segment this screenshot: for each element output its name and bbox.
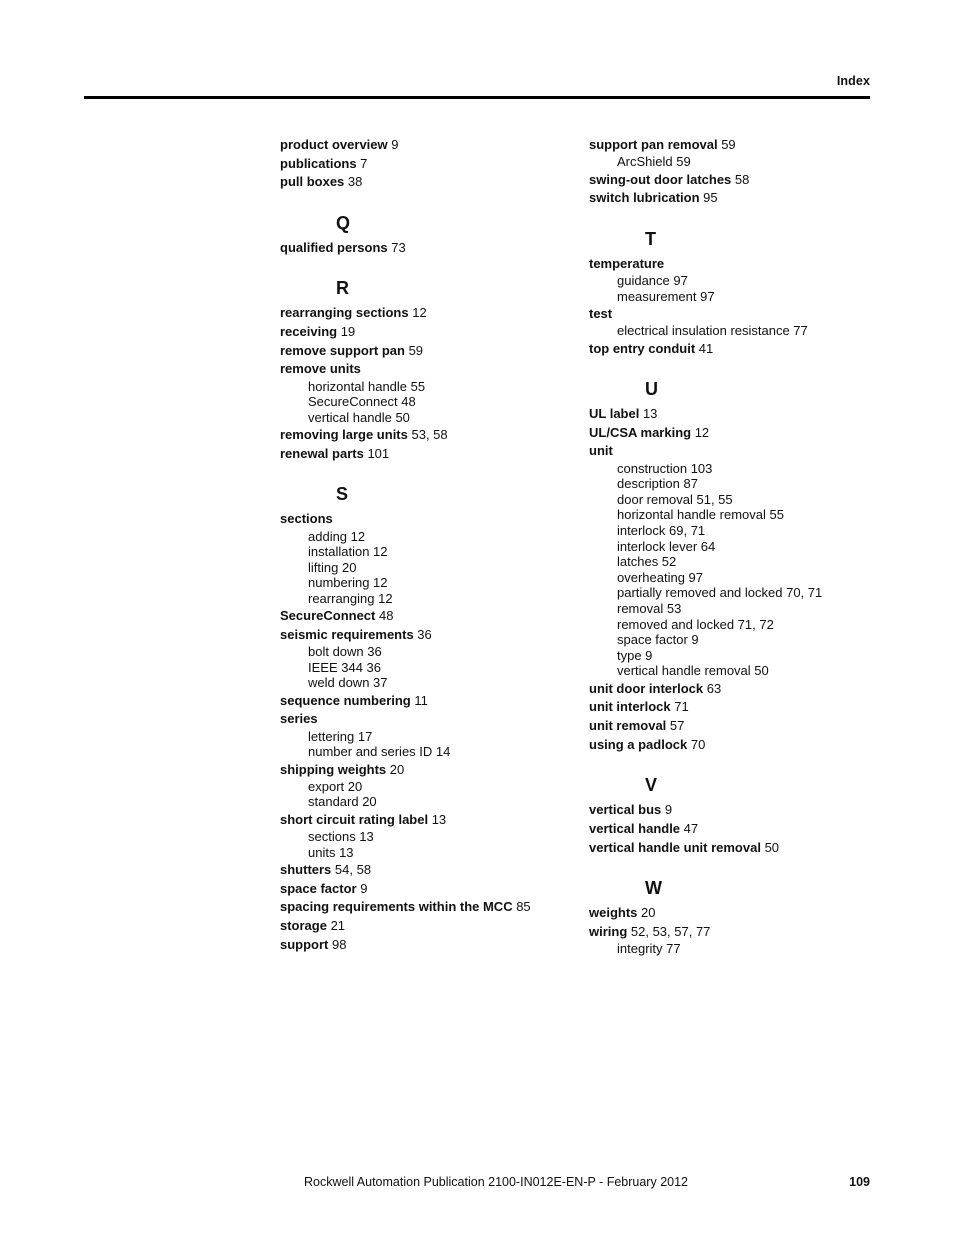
index-term: product overview [280, 137, 388, 152]
index-subentry: lifting 20 [308, 559, 357, 575]
index-term: vertical handle unit removal [589, 839, 761, 855]
index-subentry: integrity 77 [617, 941, 681, 956]
index-subentry: description 87 [617, 476, 698, 492]
index-term: remove support pan [280, 342, 405, 358]
index-page-refs: 12 [691, 424, 710, 440]
index-letter-heading: S [336, 484, 349, 505]
index-entry [589, 699, 889, 715]
index-entry [280, 711, 580, 727]
index-term: swing-out door latches [589, 171, 732, 187]
index-subentry-list [280, 529, 580, 607]
index-page-refs: 11 [410, 692, 428, 708]
index-entry [280, 324, 580, 340]
index-subentry: number and series ID 14 [308, 744, 451, 760]
index-page-refs: 12 [408, 305, 427, 321]
index-page-refs: 20 [386, 761, 405, 777]
index-term: SecureConnect [280, 608, 376, 624]
index-letter-heading: W [645, 878, 662, 899]
index-term: unit interlock [589, 699, 671, 715]
index-subentry-list [589, 323, 889, 339]
index-page-refs: 101 [363, 445, 390, 461]
index-entry [280, 862, 580, 878]
index-entry [589, 840, 889, 856]
index-entry [280, 511, 580, 527]
index-page-refs: 19 [337, 324, 356, 340]
index-entry [280, 693, 580, 709]
index-subentry-list [280, 729, 580, 760]
index-subentry: removal 53 [617, 600, 682, 616]
index-page-refs: 98 [328, 936, 347, 952]
index-subentry: export 20 [308, 778, 363, 794]
index-entry [280, 240, 580, 256]
index-subentry: removed and locked 71, 72 [617, 616, 774, 632]
index-entry [280, 446, 580, 462]
index-term: spacing requirements within the MCC [280, 899, 513, 915]
index-subentry: adding 12 [308, 528, 366, 544]
index-term: shutters [280, 862, 332, 877]
index-term: storage [280, 918, 327, 934]
index-term: unit door interlock [589, 680, 704, 696]
index-term: vertical handle [589, 820, 681, 836]
index-subentry-list [589, 941, 889, 957]
index-entry [589, 137, 889, 153]
index-letter-heading: R [336, 278, 349, 299]
index-term: wiring [589, 923, 628, 939]
index-entry [280, 361, 580, 377]
index-entry [589, 718, 889, 734]
index-page-refs: 73 [387, 239, 406, 255]
index-entry [280, 918, 580, 934]
index-entry [589, 905, 889, 921]
index-page-refs: 9 [387, 137, 399, 152]
index-term: short circuit rating label [280, 811, 429, 827]
index-subentry: guidance 97 [617, 272, 688, 288]
index-page-refs: 71 [670, 699, 689, 715]
index-term: using a padlock [589, 736, 688, 752]
index-page-refs: 13 [428, 811, 447, 827]
index-entry [589, 737, 889, 753]
index-subentry: IEEE 344 36 [308, 659, 381, 675]
index-term: remove units [280, 361, 361, 377]
index-term: weights [589, 905, 638, 921]
index-page-refs: 41 [695, 340, 714, 356]
index-entry [589, 924, 889, 940]
index-subentry: latches 52 [617, 554, 677, 570]
index-page-refs: 36 [413, 627, 432, 643]
index-subentry: units 13 [308, 844, 354, 860]
index-column-right [589, 137, 889, 958]
index-subentry: standard 20 [308, 794, 377, 810]
index-subentry: space factor 9 [617, 632, 699, 648]
index-term: sections [280, 511, 333, 527]
index-term: UL/CSA marking [589, 424, 692, 440]
index-column-left [280, 137, 580, 955]
index-term: series [280, 711, 318, 727]
index-term: receiving [280, 324, 338, 340]
index-subentry-list [280, 379, 580, 426]
index-subentry-list [280, 779, 580, 810]
index-term: shipping weights [280, 761, 387, 777]
index-entry [280, 899, 580, 915]
index-letter-heading: Q [336, 212, 351, 233]
index-subentry: ArcShield 59 [617, 154, 691, 170]
index-subentry-list [589, 273, 889, 304]
index-subentry: numbering 12 [308, 575, 388, 591]
index-subentry-list [280, 829, 580, 860]
index-page-refs: 9 [356, 880, 368, 896]
index-term: pull boxes [280, 174, 345, 190]
index-entry [280, 343, 580, 359]
index-term: support pan removal [589, 137, 718, 152]
index-term: UL label [589, 406, 640, 422]
index-entry [280, 812, 580, 828]
footer-publication: Rockwell Automation Publication 2100-IN012E-EN-P - February 2012 [304, 1175, 688, 1189]
index-page-refs: 59 [404, 342, 424, 358]
index-entry [280, 156, 580, 172]
index-subentry: bolt down 36 [308, 644, 382, 660]
index-entry [589, 681, 889, 697]
index-subentry: overheating 97 [617, 569, 704, 585]
index-term: space factor [280, 880, 357, 896]
header-rule [84, 96, 870, 99]
index-term: qualified persons [280, 239, 388, 255]
index-term: support [280, 936, 329, 952]
index-subentry-list [589, 461, 889, 679]
index-page-refs: 59 [717, 137, 736, 152]
index-page-refs: 47 [680, 820, 699, 836]
index-page-refs: 20 [637, 905, 656, 921]
index-entry [589, 256, 889, 272]
index-term: publications [280, 155, 357, 171]
index-entry [589, 425, 889, 441]
index-subentry: construction 103 [617, 460, 713, 476]
index-entry [589, 190, 889, 206]
index-page-refs: 54, 58 [331, 862, 372, 877]
index-term: switch lubrication [589, 190, 700, 206]
index-entry [589, 306, 889, 322]
index-page-refs: 70 [687, 736, 706, 752]
index-entry [280, 305, 580, 321]
index-term: vertical bus [589, 802, 662, 818]
index-entry [280, 427, 580, 443]
index-term: rearranging sections [280, 305, 409, 321]
index-subentry: rearranging 12 [308, 590, 393, 606]
index-page-refs: 58 [731, 171, 750, 187]
index-page-refs: 57 [666, 718, 685, 734]
index-entry [280, 137, 580, 153]
index-subentry: installation 12 [308, 544, 388, 560]
index-entry [280, 627, 580, 643]
index-subentry: door removal 51, 55 [617, 491, 733, 507]
index-term: seismic requirements [280, 627, 414, 643]
index-subentry: SecureConnect 48 [308, 394, 416, 410]
index-subentry: horizontal handle removal 55 [617, 507, 784, 523]
index-subentry: vertical handle removal 50 [617, 663, 769, 679]
index-page-refs: 13 [639, 406, 658, 422]
index-entry [589, 172, 889, 188]
page-number: 109 [849, 1175, 870, 1189]
index-letter-heading: U [645, 379, 658, 400]
index-page-refs: 95 [699, 190, 718, 206]
index-subentry: partially removed and locked 70, 71 [617, 585, 823, 601]
index-term: top entry conduit [589, 340, 696, 356]
index-subentry: measurement 97 [617, 288, 715, 304]
index-term: test [589, 305, 613, 321]
index-page-refs: 9 [661, 802, 673, 818]
index-entry [280, 762, 580, 778]
index-subentry: electrical insulation resistance 77 [617, 323, 808, 339]
index-page-refs: 85 [512, 899, 531, 915]
index-subentry: vertical handle 50 [308, 409, 410, 425]
index-entry [280, 881, 580, 897]
index-term: sequence numbering [280, 692, 411, 708]
index-term: removing large units [280, 427, 408, 443]
index-subentry: weld down 37 [308, 675, 388, 691]
index-page-refs: 21 [326, 918, 346, 934]
index-page-refs: 63 [703, 680, 722, 696]
index-term: temperature [589, 255, 665, 271]
index-letter-heading: T [645, 228, 656, 249]
index-subentry: horizontal handle 55 [308, 378, 426, 394]
index-letter-heading: V [645, 775, 658, 796]
index-entry [280, 174, 580, 190]
index-page-refs: 7 [356, 155, 368, 171]
index-entry [589, 821, 889, 837]
index-entry [589, 341, 889, 357]
index-entry [280, 608, 580, 624]
index-subentry: sections 13 [308, 829, 374, 845]
index-entry [589, 406, 889, 422]
index-subentry: lettering 17 [308, 728, 373, 744]
index-entry [589, 802, 889, 818]
index-subentry-list [589, 154, 889, 170]
index-entry [280, 937, 580, 953]
index-term: unit [589, 443, 613, 459]
index-page-refs: 48 [375, 608, 394, 624]
index-page-refs: 38 [344, 174, 363, 190]
index-entry [589, 443, 889, 459]
index-subentry: interlock lever 64 [617, 538, 716, 554]
index-page-refs: 50 [760, 839, 780, 855]
index-subentry: type 9 [617, 647, 653, 663]
page-header-title: Index [836, 74, 870, 88]
index-subentry: interlock 69, 71 [617, 522, 706, 538]
index-term: unit removal [589, 718, 667, 734]
index-subentry-list [280, 644, 580, 691]
index-term: renewal parts [280, 445, 364, 461]
index-page-refs: 53, 58 [407, 427, 448, 443]
index-page-refs: 52, 53, 57, 77 [627, 923, 711, 939]
